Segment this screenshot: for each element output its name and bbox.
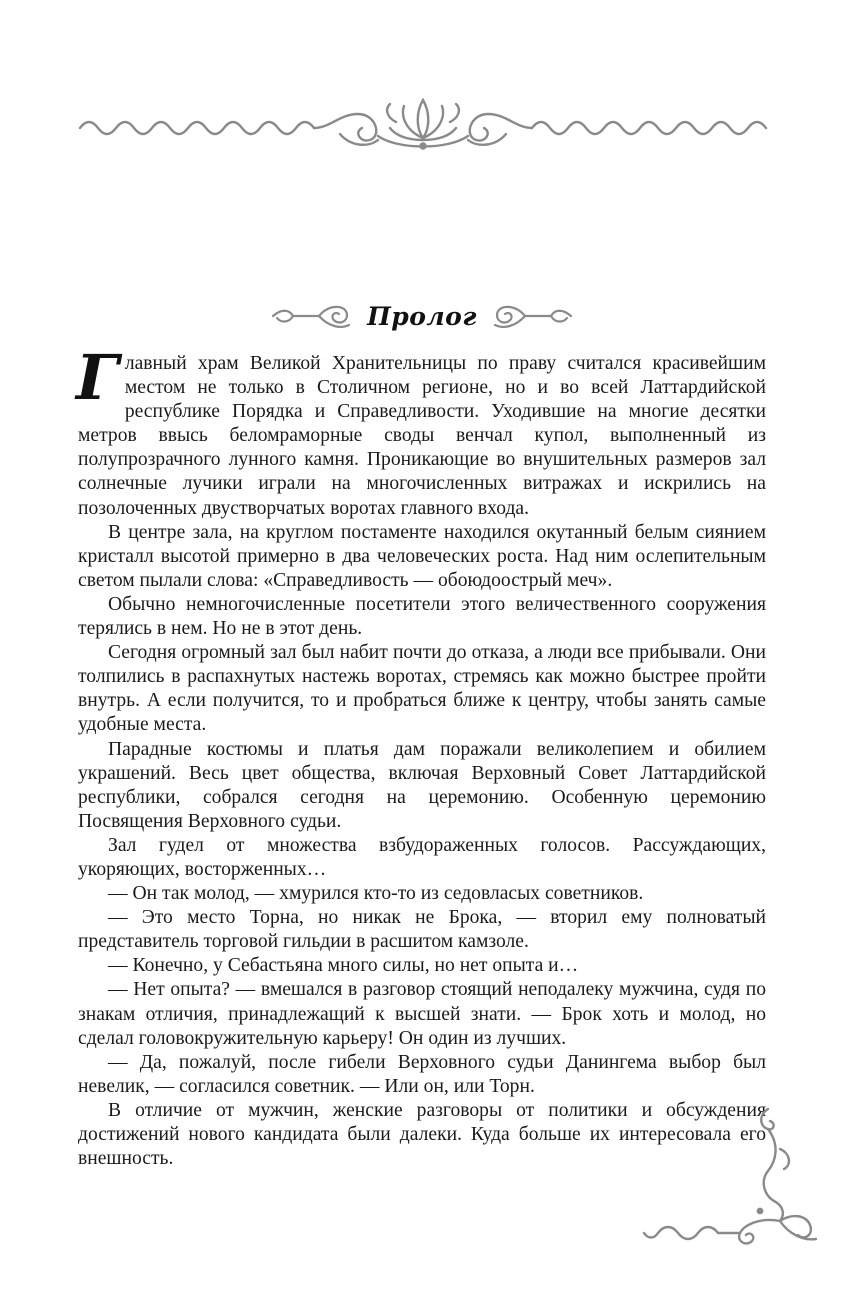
paragraph: — Да, пожалуй, после гибели Верховного судьи Данингема выбор был невелик, — согласился советник. — Или он, или Торн. (78, 1051, 766, 1097)
paragraph: В центре зала, на круглом постаменте находился окутанный белым сиянием кристалл высотой примерно в два человеческих роста. Над ним ослепительным светом пылали слова: «Справедливость — обоюдоострый меч». (78, 521, 766, 591)
paragraph: — Конечно, у Себастьяна много силы, но нет опыта и… (108, 955, 579, 977)
drop-cap: Г (76, 341, 119, 414)
chapter-heading (0, 290, 844, 342)
body-text (76, 341, 766, 1171)
chapter-title: Пролог (367, 301, 477, 331)
paragraph: — Он так молод, — хмурился кто-то из седовласых советников. (108, 883, 644, 905)
paragraph: — Это место Торна, но никак не Брока, — вторил ему полноватый представитель торговой гильдии в расшитом камзоле. (78, 907, 766, 953)
paragraph: Главный храм Великой Хранительницы по праву считался красивейшим местом не только в Столичном регионе, но и во всей Латтардийской республике Порядка и Справедливости. Уходившие на многие десятки метров ввысь беломраморные своды венчал купол, выполненный из полупрозрачного лунного камня. Проникающие во внушительных размеров зал солнечные лучики играли на многочисленных витражах и искрились на позолоченных двустворчатых воротах главного входа. (76, 341, 766, 519)
left-flourish-icon (271, 299, 353, 333)
right-flourish-icon (491, 299, 573, 333)
top-ornament (78, 92, 768, 156)
paragraph: В отличие от мужчин, женские разговоры от политики и обсуждения достижений нового кандидата были далеки. Куда больше их интересовала его внешность. (78, 1099, 766, 1170)
paragraph: Парадные костюмы и платья дам поражали великолепием и обилием украшений. Весь цвет общества, включая Верховный Совет Латтардийской республики, собрался сегодня на церемонию. Особенную церемонию Посвящения Верховного судьи. (78, 738, 766, 832)
corner-ornament (640, 1105, 820, 1255)
paragraph: — Нет опыта? — вмешался в разговор стоящий неподалеку мужчина, судя по знакам отличия, принадлежащий к высшей знати. — Брок хоть и молод, но сделал головокружительную карьеру! Он один из лучших. (78, 979, 766, 1049)
paragraph: Зал гудел от множества взбудораженных голосов. Рассуждающих, укоряющих, восторженных… (78, 834, 766, 880)
paragraph: Обычно немногочисленные посетители этого величественного сооружения терялись в нем. Но не в этот день. (78, 593, 766, 640)
paragraph: Сегодня огромный зал был набит почти до отказа, а люди все прибывали. Они толпились в распахнутых настежь воротах, стремясь как можно быстрее пройти внутрь. А если получится, то и пробраться ближе к центру, чтобы занять самые удобные места. (78, 642, 766, 736)
